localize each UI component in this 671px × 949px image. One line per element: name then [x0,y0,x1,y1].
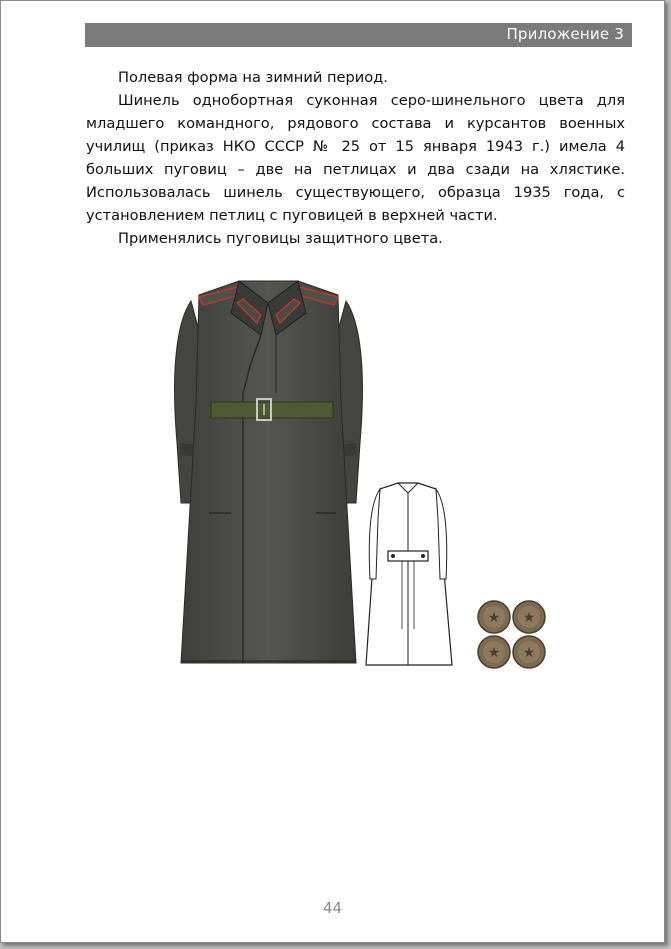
svg-text:★: ★ [487,610,501,626]
page-number: 44 [322,899,343,917]
svg-text:★: ★ [487,645,501,661]
paragraph-2: Шинель однобортная суконная серо-шинельного цвета для младшего командного, рядового состава и курсантов военных училищ (приказ НКО СССР № 25 от 15 января 1943 г.) имела 4 больших пуговиц – две на петлицах и два сзади на хлястике. Использовалась шинель существующего, образца 1935 года, с установлением петлиц с пуговицей в верхней части. [86,92,625,224]
body-text [86,66,625,250]
svg-text:★: ★ [522,610,536,626]
greatcoat-back-illustration [358,479,458,669]
paragraph-3: Применялись пуговицы защитного цвета. [118,230,443,247]
button-icon-3 [478,636,510,668]
header-bar [85,23,632,47]
appendix-label: Приложение 3 [506,25,624,43]
svg-text:★: ★ [522,645,536,661]
button-icon-2 [513,601,545,633]
greatcoat-front-illustration [151,263,386,668]
button-icon-1 [478,601,510,633]
paragraph-1: Полевая форма на зимний период. [118,69,388,86]
button-icon-4 [513,636,545,668]
buttons-illustration [476,599,548,671]
